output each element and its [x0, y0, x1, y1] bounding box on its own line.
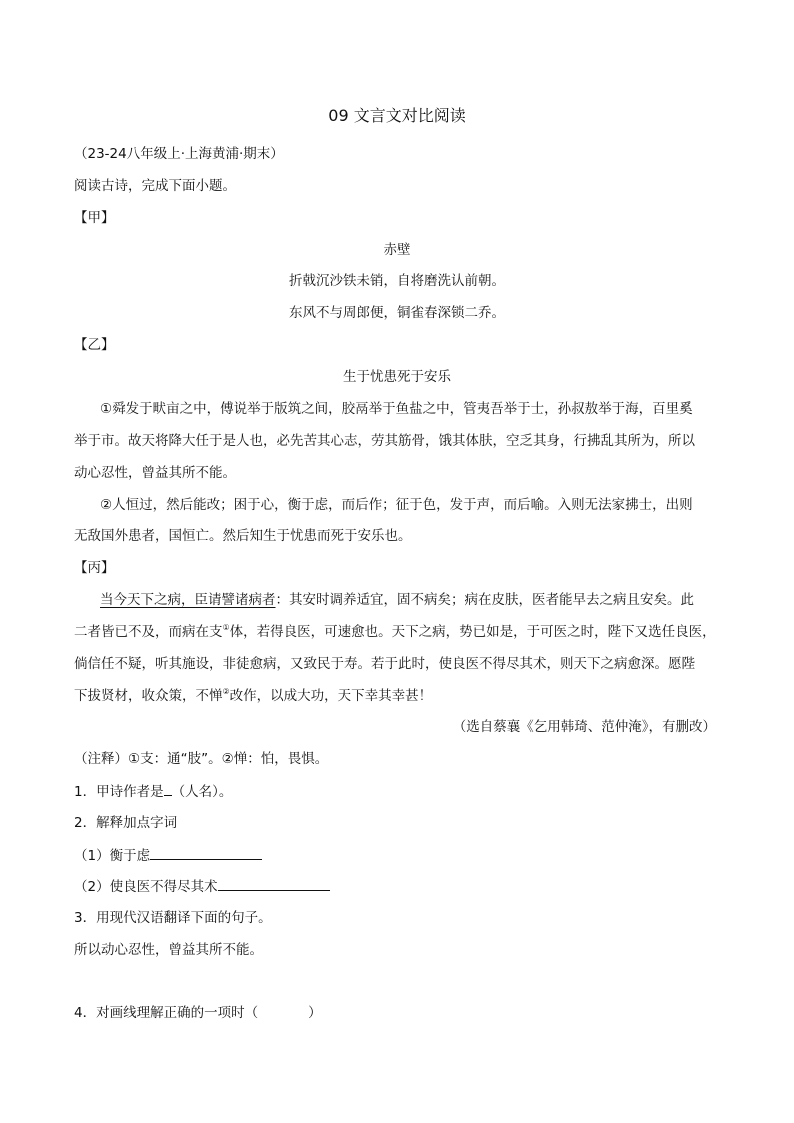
- question-text: （1）衡于虑: [74, 848, 151, 864]
- paragraph-line: 举于市。故天将降大任于是人也，必先苦其心志，劳其筋骨，饿其体肤，空乏其身，行拂乱其所为，所以: [74, 433, 695, 449]
- question-1: [74, 781, 232, 802]
- question-text: 1．甲诗作者是: [74, 784, 164, 800]
- question-text: ）: [308, 1005, 322, 1021]
- paragraph-line: ①舜发于畎亩之中，傅说举于版筑之间，胶鬲举于鱼盐之中，管夷吾举于士，孙叔敖举于海，百里奚: [100, 401, 693, 417]
- text-span: ：其安时调养适宜，固不病矣；病在皮肤，医者能早去之病且安矣。此: [275, 592, 694, 608]
- question-text: （人名）。: [171, 784, 233, 800]
- page-title: 09 文言文对比阅读: [328, 106, 466, 125]
- poem-line: 东风不与周郎便，铜雀春深锁二乔。: [289, 305, 505, 321]
- text-span: 体，若得良医，可速愈也。天下之病，势已如是，于可医之时，陛下又选任良医，: [229, 624, 716, 640]
- footnote-marker: ①: [222, 623, 230, 632]
- paragraph-line: [74, 622, 716, 642]
- paragraph-line: 动心忍性，曾益其所不能。: [74, 465, 236, 481]
- section-label-jia: 【甲】: [74, 210, 115, 226]
- instruction: 阅读古诗，完成下面小题。: [74, 178, 236, 194]
- paragraph-line: 无敌国外患者，国恒亡。然后知生于忧患而死于安乐也。: [74, 528, 412, 544]
- question-3: 3．用现代汉语翻译下面的句子。: [74, 910, 272, 926]
- question-4: [74, 1003, 322, 1023]
- poem-title: 赤壁: [383, 242, 411, 258]
- paragraph-line: [100, 590, 694, 610]
- source-note: （23-24八年级上·上海黄浦·期末）: [74, 146, 284, 162]
- question-2-1: [74, 845, 262, 866]
- text-span: 二者皆已不及，而病在支: [74, 624, 223, 640]
- answer-blank[interactable]: [164, 781, 172, 796]
- underlined-sentence: 当今天下之病，臣请譬诸病者: [100, 592, 276, 608]
- paragraph-line: ②人恒过，然后能改；困于心，衡于虑，而后作；征于色，发于声，而后喻。入则无法家拂士，出则: [100, 497, 693, 513]
- text-span: 下拔贤材，收众策，不惮: [74, 688, 223, 704]
- answer-blank[interactable]: [218, 876, 330, 891]
- section-label-yi: 【乙】: [74, 337, 115, 353]
- footnote-marker: ②: [222, 687, 230, 696]
- question-2-2: [74, 876, 330, 897]
- paragraph-line: 倘信任不疑，听其施设，非徒愈病，又致民于寿。若于此时，使良医不得尽其术，则天下之病愈深。愿陛: [74, 656, 695, 672]
- paragraph-line: [74, 686, 432, 706]
- text-span: 改作，以成大功，天下幸其幸甚！: [229, 688, 433, 704]
- question-text: （2）使良医不得尽其术: [74, 879, 218, 895]
- question-2: 2．解释加点字词: [74, 815, 178, 831]
- annotation-notes: （注释）①支：通“肢”。②惮：怕，畏惧。: [74, 751, 329, 767]
- citation: （选自蔡襄《乞用韩琦、范仲淹》，有删改）: [452, 719, 716, 735]
- poem-line: 折戟沉沙铁未销，自将磨洗认前朝。: [289, 273, 505, 289]
- essay-title: 生于忧患死于安乐: [343, 369, 451, 385]
- answer-blank[interactable]: [150, 845, 262, 860]
- section-label-bing: 【丙】: [74, 560, 115, 576]
- question-3-sentence: 所以动心忍性，曾益其所不能。: [74, 942, 263, 958]
- question-text: 4．对画线理解正确的一项时（: [74, 1005, 259, 1021]
